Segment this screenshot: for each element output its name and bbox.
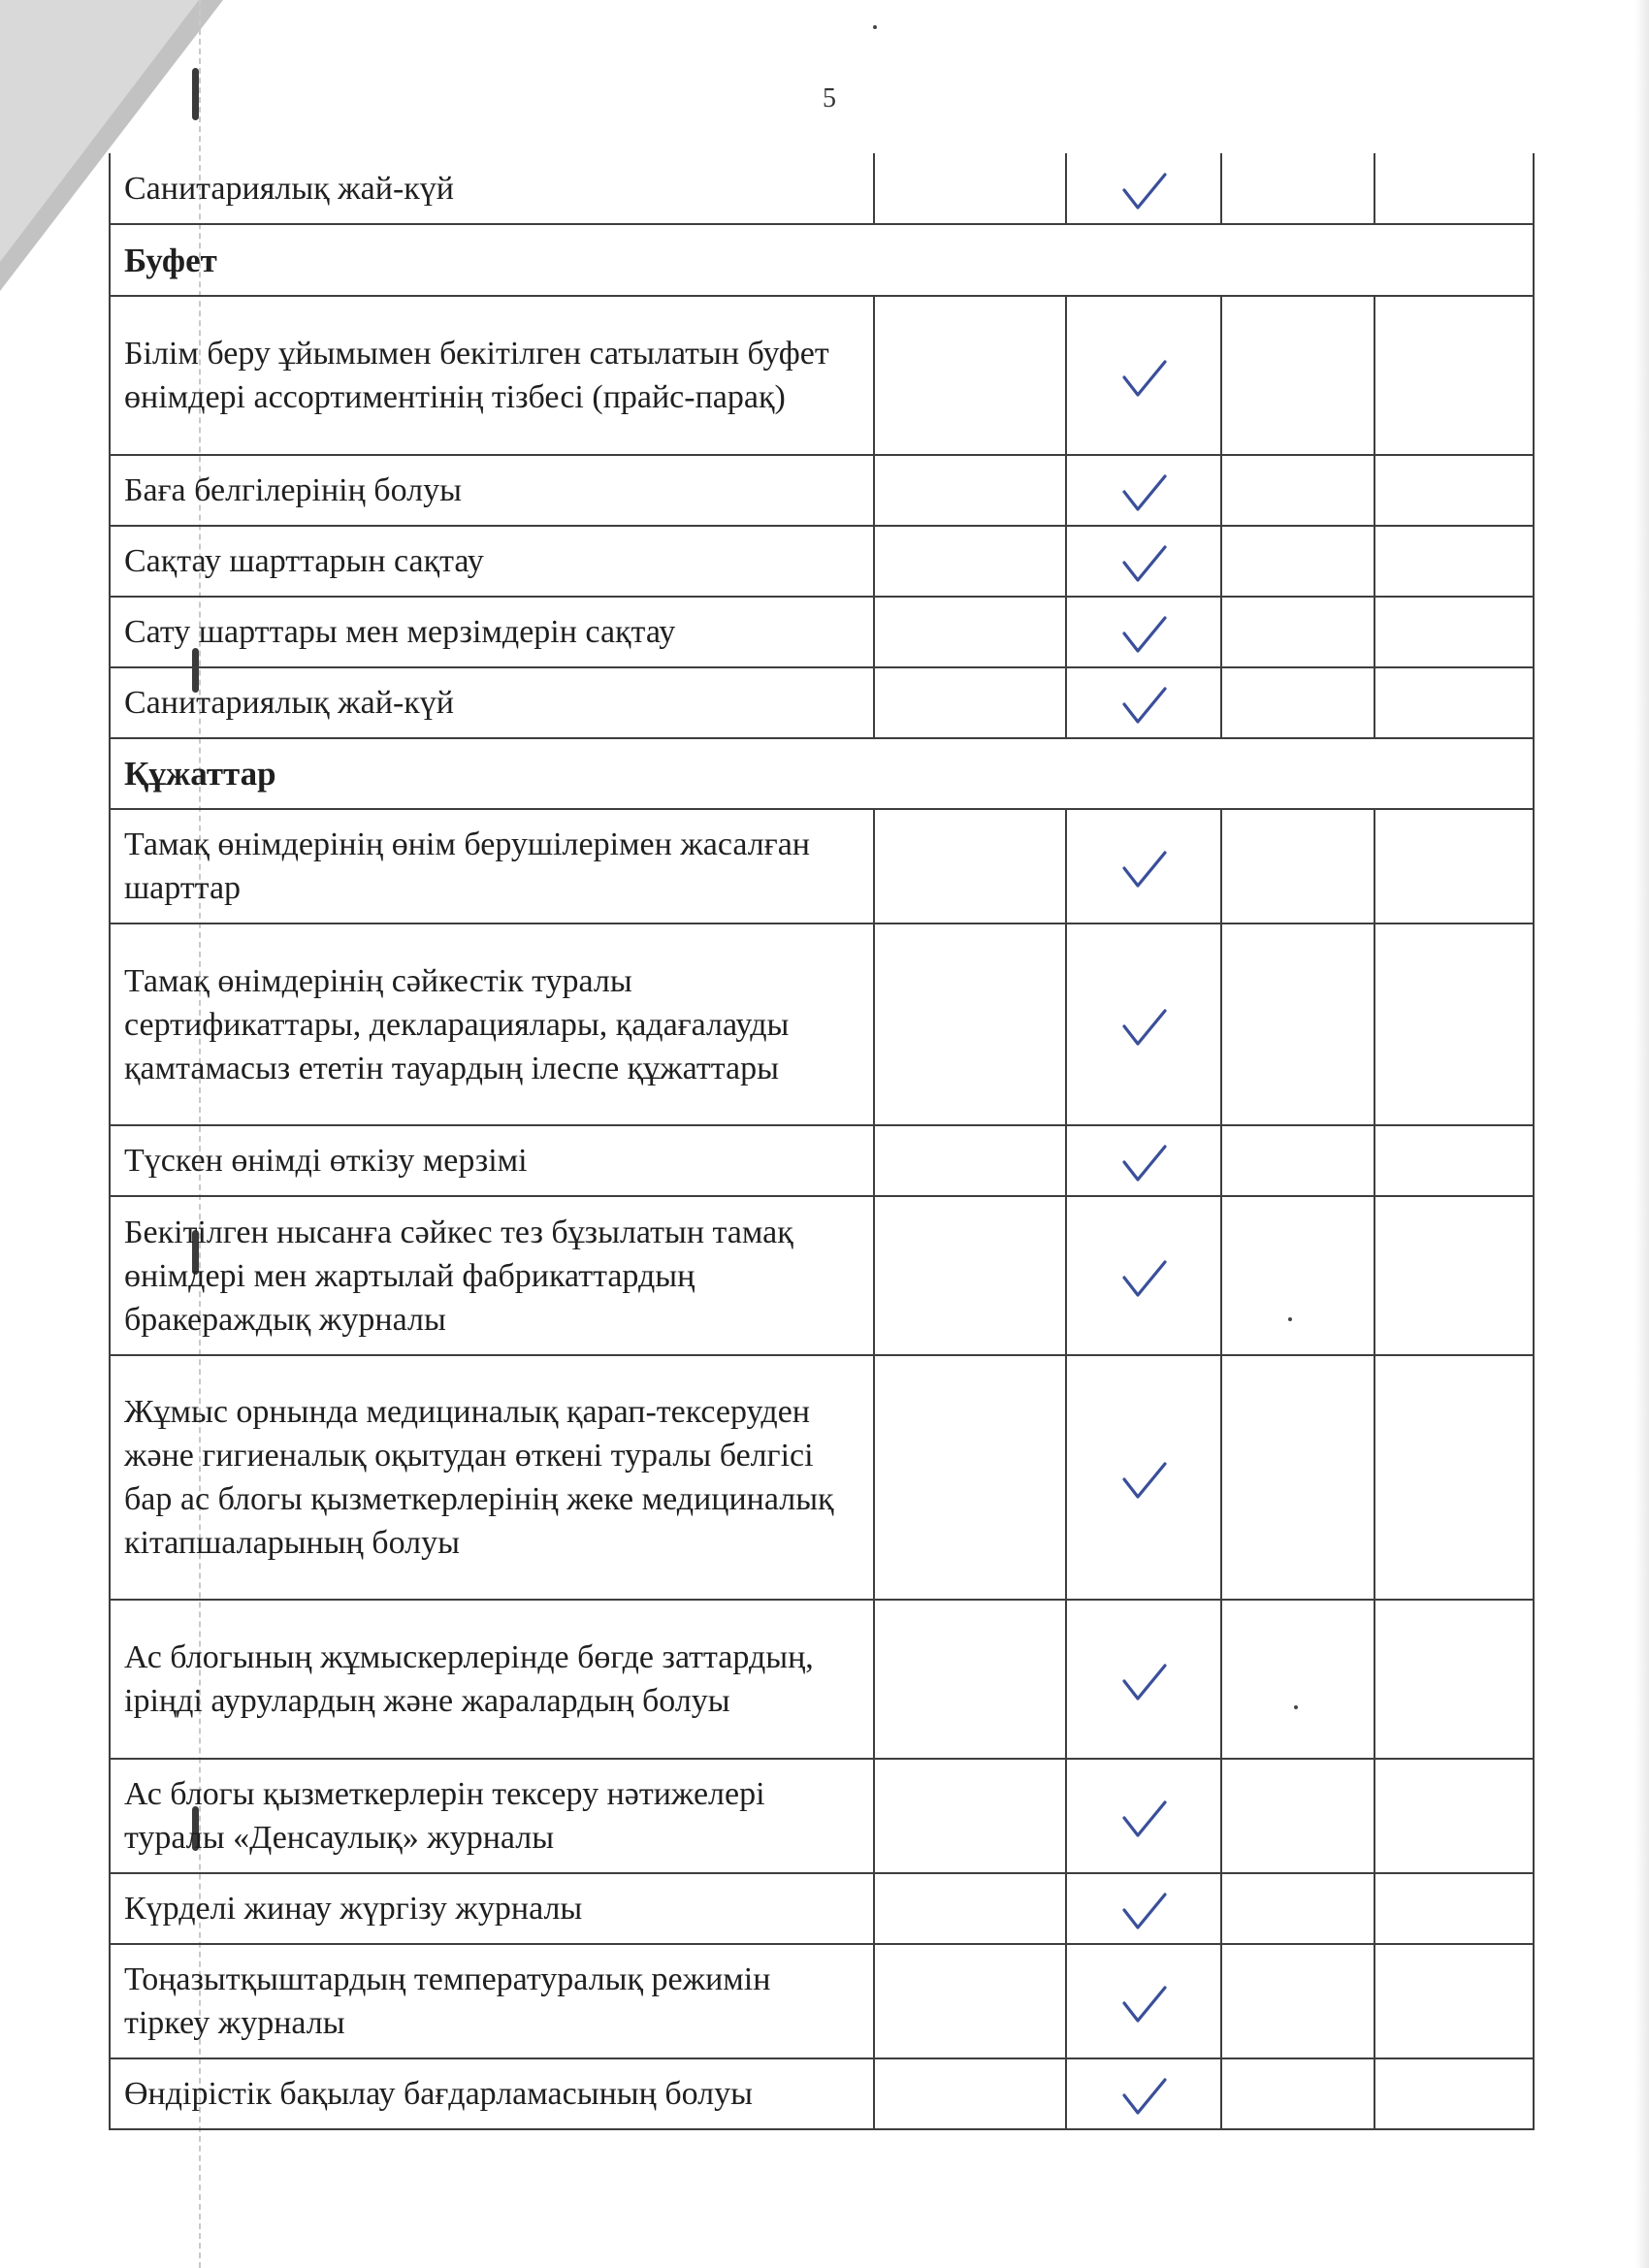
criterion-text: Білім беру ұйымымен бекітілген сатылатын буфет өнімдері ассортиментінің тізбесі (прайс-парақ) xyxy=(110,296,874,455)
criterion-text: Тоңазытқыштардың температуралық режимін тіркеу журналы xyxy=(110,1944,874,2058)
check-cell xyxy=(1374,1944,1534,2058)
table-row xyxy=(110,597,1534,667)
check-cell xyxy=(1221,1600,1374,1759)
checkmark-icon xyxy=(1115,1256,1173,1299)
checkmark-icon xyxy=(1115,356,1173,399)
checklist-table xyxy=(109,153,1535,2130)
check-cell xyxy=(874,809,1066,923)
criterion-text: Баға белгілерінің болуы xyxy=(110,455,874,526)
checkmark-icon xyxy=(1115,1889,1173,1931)
check-cell-yes xyxy=(1066,1196,1221,1355)
check-cell-yes xyxy=(1066,526,1221,597)
scan-speck xyxy=(873,25,877,29)
criterion-text: Өндірістік бақылау бағдарламасының болуы xyxy=(110,2058,874,2129)
checkmark-icon xyxy=(1115,1797,1173,1839)
check-cell xyxy=(1374,296,1534,455)
check-cell xyxy=(1374,1355,1534,1600)
check-cell xyxy=(874,923,1066,1125)
checkmark-icon xyxy=(1115,1141,1173,1183)
check-cell-yes xyxy=(1066,809,1221,923)
table-row xyxy=(110,455,1534,526)
check-cell xyxy=(1374,153,1534,224)
criterion-text: Тамақ өнімдерінің өнім берушілерімен жасалған шарттар xyxy=(110,809,874,923)
checkmark-icon xyxy=(1115,169,1173,211)
criterion-text: Жұмыс орнында медициналық қарап-тексеруден және гигиеналық оқытудан өткені туралы белгісі бар ас блогы қызметкерлерінің жеке медициналық кітапшаларының болуы xyxy=(110,1355,874,1600)
check-cell-yes xyxy=(1066,667,1221,738)
check-cell xyxy=(874,455,1066,526)
section-heading: Құжаттар xyxy=(110,738,1534,809)
criterion-text: Ас блогының жұмыскерлерінде бөгде заттардың, іріңді аурулардың және жаралардың болуы xyxy=(110,1600,874,1759)
check-cell-yes xyxy=(1066,1944,1221,2058)
table-row xyxy=(110,153,1534,224)
page-number: 5 xyxy=(823,83,836,113)
checkmark-icon xyxy=(1115,847,1173,890)
check-cell xyxy=(874,1355,1066,1600)
criterion-text: Ас блогы қызметкерлерін тексеру нәтижелері туралы «Денсаулық» журналы xyxy=(110,1759,874,1873)
check-cell xyxy=(1221,1196,1374,1355)
check-cell xyxy=(1221,1125,1374,1196)
check-cell xyxy=(1221,809,1374,923)
criterion-text: Тамақ өнімдерінің сәйкестік туралы сертификаттары, декларациялары, қадағалауды қамтамасыз ететін тауардың ілеспе құжаттары xyxy=(110,923,874,1125)
check-cell xyxy=(874,1600,1066,1759)
table-row xyxy=(110,1873,1534,1944)
check-cell xyxy=(1374,1196,1534,1355)
check-cell xyxy=(1374,2058,1534,2129)
check-cell xyxy=(1374,1759,1534,1873)
check-cell xyxy=(1221,923,1374,1125)
criterion-text: Санитариялық жай-күй xyxy=(110,667,874,738)
criterion-text: Күрделі жинау жүргізу журналы xyxy=(110,1873,874,1944)
table-row xyxy=(110,1944,1534,2058)
check-cell xyxy=(1374,526,1534,597)
check-cell xyxy=(874,1944,1066,2058)
check-cell xyxy=(874,296,1066,455)
check-cell xyxy=(1221,597,1374,667)
check-cell xyxy=(874,2058,1066,2129)
check-cell-yes xyxy=(1066,2058,1221,2129)
checkmark-icon xyxy=(1115,683,1173,726)
table-row xyxy=(110,1355,1534,1600)
check-cell xyxy=(1374,1873,1534,1944)
checkmark-icon xyxy=(1115,1982,1173,2025)
check-cell xyxy=(874,1873,1066,1944)
checkmark-icon xyxy=(1115,1458,1173,1501)
check-cell-yes xyxy=(1066,1125,1221,1196)
check-cell xyxy=(1221,1944,1374,2058)
check-cell xyxy=(1374,1600,1534,1759)
checkmark-icon xyxy=(1115,1005,1173,1048)
punch-mark xyxy=(192,68,199,120)
check-cell-yes xyxy=(1066,455,1221,526)
check-cell xyxy=(874,597,1066,667)
check-cell-yes xyxy=(1066,153,1221,224)
check-cell-yes xyxy=(1066,1355,1221,1600)
table-row xyxy=(110,1759,1534,1873)
table-row xyxy=(110,1196,1534,1355)
check-cell-yes xyxy=(1066,296,1221,455)
check-cell xyxy=(1221,1759,1374,1873)
check-cell xyxy=(1374,1125,1534,1196)
criterion-text: Түскен өнімді өткізу мерзімі xyxy=(110,1125,874,1196)
check-cell xyxy=(1221,455,1374,526)
table-row xyxy=(110,667,1534,738)
check-cell xyxy=(1221,1355,1374,1600)
check-cell-yes xyxy=(1066,1600,1221,1759)
check-cell-yes xyxy=(1066,923,1221,1125)
check-cell xyxy=(1374,597,1534,667)
table-row xyxy=(110,923,1534,1125)
check-cell-yes xyxy=(1066,1759,1221,1873)
checkmark-icon xyxy=(1115,541,1173,584)
check-cell xyxy=(1221,296,1374,455)
table-row xyxy=(110,526,1534,597)
section-row xyxy=(110,224,1534,296)
criterion-text: Санитариялық жай-күй xyxy=(110,153,874,224)
checkmark-icon xyxy=(1115,470,1173,513)
check-cell xyxy=(1221,153,1374,224)
check-cell-yes xyxy=(1066,1873,1221,1944)
table-row xyxy=(110,2058,1534,2129)
check-cell xyxy=(874,1759,1066,1873)
criterion-text: Сақтау шарттарын сақтау xyxy=(110,526,874,597)
table-row xyxy=(110,1125,1534,1196)
check-cell xyxy=(1374,455,1534,526)
checkmark-icon xyxy=(1115,2074,1173,2117)
criterion-text: Сату шарттары мен мерзімдерін сақтау xyxy=(110,597,874,667)
check-cell xyxy=(874,153,1066,224)
criterion-text: Бекітілген нысанға сәйкес тез бұзылатын тамақ өнімдері мен жартылай фабрикаттардың бракераждық журналы xyxy=(110,1196,874,1355)
table-row xyxy=(110,1600,1534,1759)
table-row xyxy=(110,296,1534,455)
section-heading: Буфет xyxy=(110,224,1534,296)
check-cell xyxy=(1221,2058,1374,2129)
check-cell xyxy=(1221,526,1374,597)
check-cell xyxy=(1374,667,1534,738)
table-row xyxy=(110,809,1534,923)
check-cell xyxy=(874,667,1066,738)
check-cell xyxy=(874,1196,1066,1355)
check-cell xyxy=(1374,809,1534,923)
section-row xyxy=(110,738,1534,809)
page-edge-shadow xyxy=(1635,0,1649,2268)
check-cell xyxy=(1221,667,1374,738)
check-cell xyxy=(1221,1873,1374,1944)
checkmark-icon xyxy=(1115,612,1173,655)
checkmark-icon xyxy=(1115,1660,1173,1702)
check-cell xyxy=(874,1125,1066,1196)
check-cell xyxy=(1374,923,1534,1125)
check-cell-yes xyxy=(1066,597,1221,667)
check-cell xyxy=(874,526,1066,597)
